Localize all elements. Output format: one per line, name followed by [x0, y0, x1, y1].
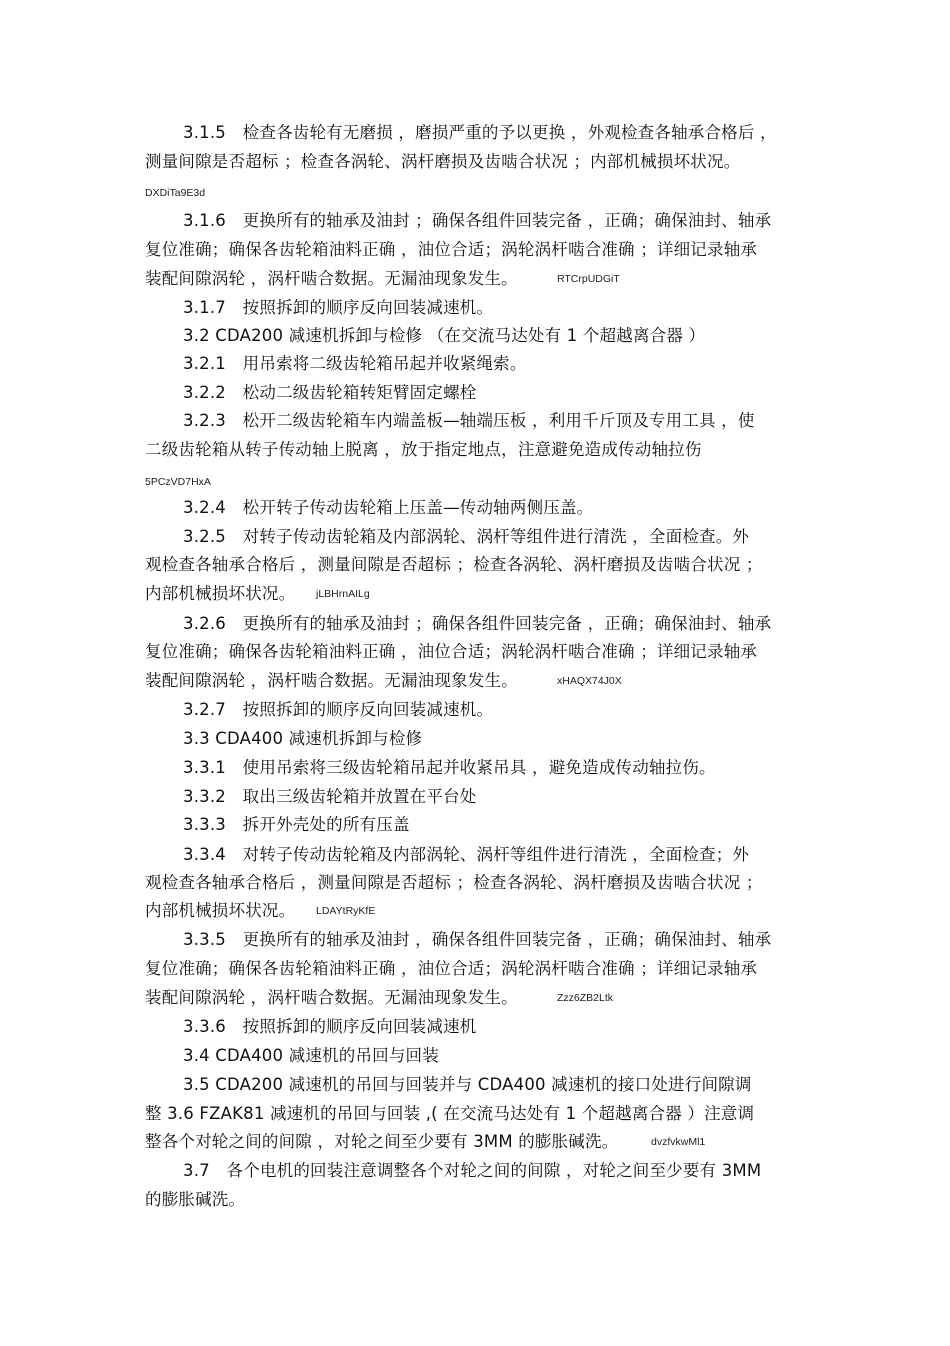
text-line: 复位准确；确保各齿轮箱油料正确 ，油位合适；涡轮涡杆啮合准确 ；详细记录轴承 [145, 959, 758, 978]
text-line: 复位准确；确保各齿轮箱油料正确 ，油位合适；涡轮涡杆啮合准确 ；详细记录轴承 [145, 642, 758, 661]
text-line: 3.1.6 更换所有的轴承及油封 ；确保各组件回装完备 ，正确；确保油封、轴承 [183, 211, 772, 230]
text-line: 装配间隙涡轮 ，涡杆啮合数据。无漏油现象发生。 [145, 269, 518, 288]
text-line: 3.2.5 对转子传动齿轮箱及内部涡轮、涡杆等组件进行清洗 ，全面检查。外 [183, 527, 750, 546]
text-line: 3.2.4 松开转子传动齿轮箱上压盖—传动轴两侧压盖。 [183, 498, 594, 517]
code-label: RTCrpUDGiT [557, 273, 620, 285]
section-heading: 3.3 CDA400 减速机拆卸与检修 [183, 729, 423, 748]
text-line: 3.3.5 更换所有的轴承及油封 ，确保各组件回装完备 ，正确；确保油封、轴承 [183, 930, 772, 949]
code-label: dvzfvkwMl1 [651, 1136, 706, 1148]
code-label: jLBHrnAILg [316, 588, 370, 600]
text-line: 3.2.2 松动二级齿轮箱转矩臂固定螺栓 [183, 383, 477, 402]
text-line: 3.3.3 拆开外壳处的所有压盖 [183, 815, 410, 834]
text-line: 3.2.7 按照拆卸的顺序反向回装减速机。 [183, 700, 494, 719]
code-label: LDAYtRyKfE [316, 905, 376, 917]
text-line: 测量间隙是否超标 ；检查各涡轮、涡杆磨损及齿啮合状况 ；内部机械损坏状况。 [145, 152, 741, 171]
text-line: 3.3.6 按照拆卸的顺序反向回装减速机 [183, 1017, 477, 1036]
code-label: DXDiTa9E3d [145, 187, 206, 199]
text-line: 观检查各轴承合格后 ，测量间隙是否超标 ；检查各涡轮、涡杆磨损及齿啮合状况 ； [145, 873, 763, 892]
text-line: 3.7 各个电机的回装注意调整各个对轮之间的间隙 ，对轮之间至少要有 3MM [183, 1161, 762, 1180]
text-line: 3.2.1 用吊索将二级齿轮箱吊起并收紧绳索。 [183, 354, 527, 373]
text-line: 装配间隙涡轮 ，涡杆啮合数据。无漏油现象发生。 [145, 988, 518, 1007]
text-line: 内部机械损坏状况。 [145, 584, 296, 603]
code-label: 5PCzVD7HxA [145, 476, 211, 488]
text-line: 3.1.7 按照拆卸的顺序反向回装减速机。 [183, 298, 494, 317]
text-line: 整各个对轮之间的间隙 ，对轮之间至少要有 3MM 的膨胀碱洗。 [145, 1132, 619, 1151]
code-label: Zzz6ZB2Ltk [557, 992, 614, 1004]
section-heading: 3.5 CDA200 减速机的吊回与回装并与 CDA400 减速机的接口处进行间隙调 [183, 1075, 752, 1094]
section-heading: 3.4 CDA400 减速机的吊回与回装 [183, 1046, 439, 1065]
text-line: 3.3.4 对转子传动齿轮箱及内部涡轮、涡杆等组件进行清洗 ，全面检查；外 [183, 845, 750, 864]
text-line: 3.2.6 更换所有的轴承及油封 ；确保各组件回装完备 ，正确；确保油封、轴承 [183, 614, 772, 633]
code-label: xHAQX74J0X [557, 675, 622, 687]
text-line: 3.2.3 松开二级齿轮箱车内端盖板—轴端压板 ，利用千斤顶及专用工具 ，使 [183, 411, 755, 430]
text-line: 的膨胀碱洗。 [145, 1190, 246, 1209]
text-line: 内部机械损坏状况。 [145, 901, 296, 920]
text-line: 3.3.2 取出三级齿轮箱并放置在平台处 [183, 787, 477, 806]
text-line: 3.3.1 使用吊索将三级齿轮箱吊起并收紧吊具 ，避免造成传动轴拉伤。 [183, 758, 716, 777]
text-line: 装配间隙涡轮 ，涡杆啮合数据。无漏油现象发生。 [145, 671, 518, 690]
section-heading: 3.2 CDA200 减速机拆卸与检修 （在交流马达处有 1 个超越离合器 ） [183, 326, 706, 345]
text-line: 3.1.5 检查各齿轮有无磨损 ，磨损严重的予以更换 ，外观检查各轴承合格后 ， [183, 123, 777, 142]
text-line: 观检查各轴承合格后 ，测量间隙是否超标 ；检查各涡轮、涡杆磨损及齿啮合状况 ； [145, 555, 763, 574]
text-line: 复位准确；确保各齿轮箱油料正确 ，油位合适；涡轮涡杆啮合准确 ；详细记录轴承 [145, 240, 758, 259]
text-line: 整 3.6 FZAK81 减速机的吊回与回装 ,( 在交流马达处有 1 个超越离合器 ）注意调 [145, 1104, 755, 1123]
text-line: 二级齿轮箱从转子传动轴上脱离 ，放于指定地点，注意避免造成传动轴拉伤 [145, 440, 702, 459]
